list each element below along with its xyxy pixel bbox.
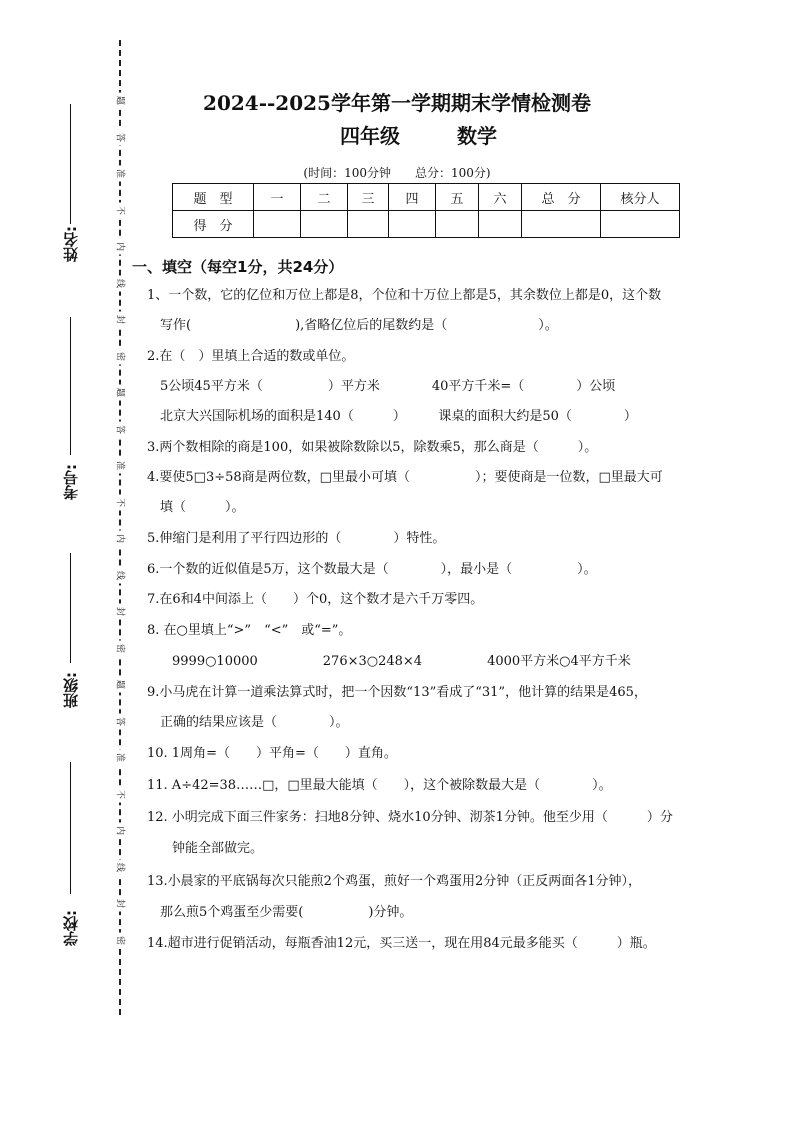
seal-char: 准 (114, 166, 125, 182)
seal-char: 封 (114, 896, 125, 912)
table-cell: 五 (436, 184, 479, 211)
question-line: 填（ ）。 (160, 500, 245, 515)
seal-char: 答 (114, 129, 125, 145)
seal-char: 密 (114, 348, 125, 364)
score-cell[interactable] (254, 211, 301, 238)
id-writing-line (70, 317, 71, 455)
subject-title: 数学 (457, 124, 497, 148)
question-line: 那么煎5个鸡蛋至少需要( )分钟。 (160, 905, 413, 920)
seal-char: 线 (114, 275, 125, 291)
score-table-header-row (173, 184, 680, 211)
seal-char: 答 (114, 421, 125, 437)
table-cell: 六 (479, 184, 522, 211)
seal-char: 不 (114, 202, 125, 218)
seal-char: 不 (114, 494, 125, 510)
score-cell[interactable] (601, 211, 680, 238)
class-writing-line (70, 553, 71, 663)
seal-char: 题 (114, 93, 125, 109)
table-cell: 题 型 (173, 184, 254, 211)
seal-char: 答 (114, 713, 125, 729)
table-cell: 一 (254, 184, 301, 211)
table-cell: 四 (389, 184, 436, 211)
seal-char: 密 (114, 932, 125, 948)
section-title: 一、填空（每空1分，共24分） (132, 258, 344, 276)
exam-meta: (时间：100分钟 总分：100分) (303, 166, 491, 180)
id-label: 考号: (62, 464, 80, 500)
question-line: 正确的结果应该是（ ）。 (160, 715, 349, 730)
class-label: 班级: (62, 672, 80, 708)
score-cell[interactable] (436, 211, 479, 238)
seal-char: 准 (114, 750, 125, 766)
question-line: 写作( ),省略亿位后的尾数约是（ ）。 (160, 318, 558, 333)
seal-char: 封 (114, 604, 125, 620)
score-cell[interactable] (389, 211, 436, 238)
question-line: 5.伸缩门是利用了平行四边形的（ ）特性。 (147, 531, 446, 546)
seal-char: 题 (114, 385, 125, 401)
seal-char: 内 (114, 239, 125, 255)
score-cell[interactable] (301, 211, 348, 238)
score-cell[interactable] (522, 211, 601, 238)
seal-char: 不 (114, 786, 125, 802)
question-line: 9999○10000 276×3○248×4 4000平方米○4平方千米 (172, 654, 631, 669)
question-line: 4.要使5□3÷58商是两位数，□里最小可填（ ）；要使商是一位数，□里最大可 (147, 470, 663, 485)
score-table (172, 183, 680, 238)
seal-char: 内 (114, 531, 125, 547)
question-line: 5公顷45平方米（ ）平方米 40平方千米=（ ）公顷 (160, 379, 616, 394)
question-line: 14.超市进行促销活动，每瓶香油12元，买三送一，现在用84元最多能买（ ）瓶。 (147, 936, 656, 951)
score-cell[interactable] (348, 211, 389, 238)
seal-char: 封 (114, 312, 125, 328)
seal-char: 线 (114, 859, 125, 875)
table-cell: 得 分 (173, 211, 254, 238)
school-label: 学校: (62, 910, 80, 946)
grade-title: 四年级 (340, 124, 400, 148)
seal-char: 密 (114, 640, 125, 656)
seal-char: 线 (114, 567, 125, 583)
seal-char: 题 (114, 677, 125, 693)
question-line: 13.小晨家的平底锅每次只能煎2个鸡蛋，煎好一个鸡蛋用2分钟（正反两面各1分钟）， (147, 874, 641, 889)
question-line: 钟能全部做完。 (172, 841, 264, 856)
school-writing-line (70, 762, 71, 894)
score-table-score-row (173, 211, 680, 238)
score-cell[interactable] (479, 211, 522, 238)
question-line: 2.在（ ）里填上合适的数或单位。 (147, 349, 355, 364)
table-cell: 三 (348, 184, 389, 211)
seal-char: 准 (114, 458, 125, 474)
question-line: 12. 小明完成下面三件家务：扫地8分钟、烧水10分钟、沏茶1分钟。他至少用（ ）分 (147, 810, 673, 825)
question-line: 北京大兴国际机场的面积是140（ ） 课桌的面积大约是50（ ） (160, 409, 637, 424)
question-line: 10. 1周角=（ ）平角=（ ）直角。 (147, 746, 397, 761)
name-label: 姓名: (62, 226, 80, 262)
question-line: 7.在6和4中间添上（ ）个0，这个数才是六千万零四。 (147, 592, 484, 607)
exam-title: 2024--2025学年第一学期期末学情检测卷 (203, 91, 591, 115)
question-line: 1、一个数，它的亿位和万位上都是8，个位和十万位上都是5，其余数位上都是0，这个数 (147, 288, 662, 303)
table-cell: 核分人 (601, 184, 680, 211)
table-cell: 二 (301, 184, 348, 211)
question-line: 11. A÷42=38……□，□里最大能填（ ），这个被除数最大是（ ）。 (147, 778, 612, 793)
question-line: 6.一个数的近似值是5万，这个数最大是（ ），最小是（ ）。 (147, 562, 597, 577)
seal-char: 内 (114, 823, 125, 839)
question-line: 3.两个数相除的商是100，如果被除数除以5，除数乘5，那么商是（ ）。 (147, 440, 598, 455)
table-cell: 总 分 (522, 184, 601, 211)
question-line: 9.小马虎在计算一道乘法算式时，把一个因数“13”看成了“31”，他计算的结果是465， (147, 685, 647, 700)
question-line: 8. 在○里填上“>” “<” 或“=”。 (147, 623, 352, 638)
